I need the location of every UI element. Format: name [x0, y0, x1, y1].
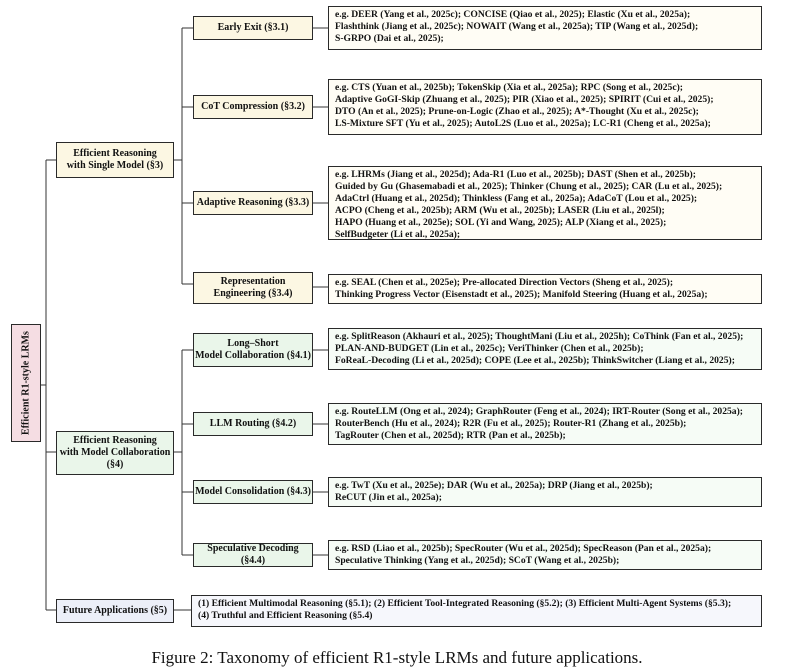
- subcategory-long-short-collaboration: Long–Short Model Collaboration (§4.1): [193, 333, 313, 367]
- subcategory-early-exit: Early Exit (§3.1): [193, 16, 313, 40]
- leaf-long-short-collaboration-methods: e.g. SplitReason (Akhauri et al., 2025); ThoughtMani (Liu et al., 2025h); CoThink (Fan et al., 2025); PLAN-AND-BUDGET (Lin et al., 2025c); VeriThinker (Chen et al., 2025b); FoReaL-Decoding (Li et al., 2025d); COPE (Lee et al., 2025b); ThinkSwitcher (Liang et al., 2025);: [328, 328, 762, 370]
- root-node: [11, 324, 41, 442]
- figure-caption: Figure 2: Taxonomy of efficient R1-style LRMs and future applications.: [151, 648, 643, 667]
- leaf-early-exit-methods: e.g. DEER (Yang et al., 2025c); CONCISE (Qiao et al., 2025); Elastic (Xu et al., 2025a); Flashthink (Jiang et al., 2025c); NOWAIT (Wang et al., 2025a); TIP (Wang et al., 2025d); S-GRPO (Dai et al., 2025);: [328, 6, 762, 50]
- leaf-representation-engineering-methods: e.g. SEAL (Chen et al., 2025e); Pre-allocated Direction Vectors (Sheng et al., 2025); Thinking Progress Vector (Eisenstadt et al., 2025); Manifold Steering (Huang et al., 2025a);: [328, 274, 762, 304]
- subcategory-model-consolidation: Model Consolidation (§4.3): [193, 480, 313, 504]
- leaf-llm-routing-methods: e.g. RouteLLM (Ong et al., 2024); GraphRouter (Feng et al., 2024); IRT-Router (Song et al., 2025a); RouterBench (Hu et al., 2024); R2R (Fu et al., 2025); Router-R1 (Zhang et al., 2025b); TagRouter (Chen et al., 2025d); RTR (Pan et al., 2025b);: [328, 403, 762, 445]
- leaf-speculative-decoding-methods: e.g. RSD (Liao et al., 2025b); SpecRouter (Wu et al., 2025d); SpecReason (Pan et al., 2025a); Speculative Thinking (Yang et al., 2025d); SCoT (Wang et al., 2025b);: [328, 540, 762, 570]
- leaf-adaptive-reasoning-methods: e.g. LHRMs (Jiang et al., 2025d); Ada-R1 (Luo et al., 2025b); DAST (Shen et al., 2025b); Guided by Gu (Ghasemabadi et al., 2025); Thinker (Chung et al., 2025); CAR (Lu et al., 2025); AdaCtrl (Huang et al., 2025d); Thinkless (Fang et al., 2025a); AdaCoT (Lou et al., 2025); ACPO (Cheng et al., 2025b); ARM (Wu et al., 2025b); LASER (Liu et al., 2025l); HAPO (Huang et al., 2025e); SOL (Yi and Wang, 2025); ALP (Xiang et al., 2025); SelfBudgeter (Li et al., 2025a);: [328, 166, 762, 240]
- subcategory-representation-engineering: Representation Engineering (§3.4): [193, 272, 313, 304]
- leaf-cot-compression-methods: e.g. CTS (Yuan et al., 2025b); TokenSkip (Xia et al., 2025a); RPC (Song et al., 2025c); Adaptive GoGI-Skip (Zhuang et al., 2025); PIR (Xiao et al., 2025); SPIRIT (Cui et al., 2025); DTO (An et al., 2025); Prune-on-Logic (Zhao et al., 2025); A*-Thought (Xu et al., 2025c); LS-Mixture SFT (Yu et al., 2025); AutoL2S (Luo et al., 2025a); LC-R1 (Cheng et al., 2025a);: [328, 79, 762, 135]
- leaf-future-applications: (1) Efficient Multimodal Reasoning (§5.1); (2) Efficient Tool-Integrated Reasoning (§5.2); (3) Efficient Multi-Agent Systems (§5.3); (4) Truthful and Efficient Reasoning (§5.4): [191, 595, 762, 627]
- category-future-applications: Future Applications (§5): [56, 599, 174, 623]
- category-single-model: Efficient Reasoning with Single Model (§3): [56, 142, 174, 178]
- category-model-collaboration: Efficient Reasoning with Model Collaboration (§4): [56, 431, 174, 475]
- root-label: Efficient R1-style LRMs: [20, 331, 32, 435]
- subcategory-speculative-decoding: Speculative Decoding (§4.4): [193, 543, 313, 567]
- subcategory-cot-compression: CoT Compression (§3.2): [193, 95, 313, 119]
- leaf-model-consolidation-methods: e.g. TwT (Xu et al., 2025e); DAR (Wu et al., 2025a); DRP (Jiang et al., 2025b); ReCUT (Jin et al., 2025a);: [328, 477, 762, 507]
- subcategory-llm-routing: LLM Routing (§4.2): [193, 412, 313, 436]
- subcategory-adaptive-reasoning: Adaptive Reasoning (§3.3): [193, 191, 313, 215]
